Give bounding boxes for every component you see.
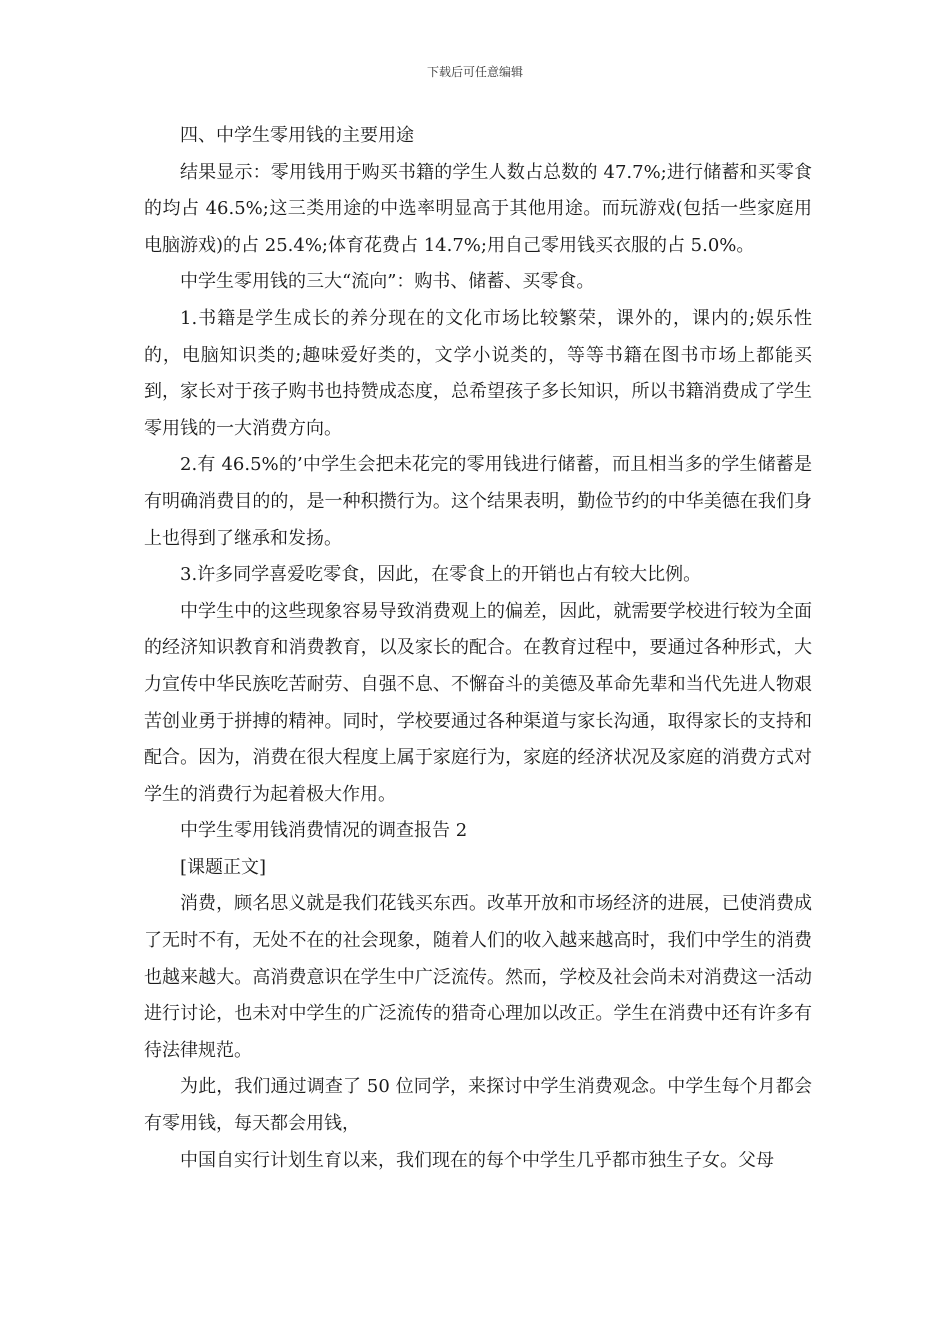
list-item: 2.有 46.5%的’中学生会把未花完的零用钱进行储蓄，而且相当多的学生储蓄是有明确消费目的的，是一种积攒行为。这个结果表明，勤俭节约的中华美德在我们身上也得到了继承和发扬。 bbox=[144, 454, 812, 549]
paragraph: 中学生中的这些现象容易导致消费观上的偏差，因此，就需要学校进行较为全面的经济知识教育和消费教育，以及家长的配合。在教育过程中，要通过各种形式，大力宣传中华民族吃苦耐劳、自强不息、不懈奋斗的美德及革命先辈和当代先进人物艰苦创业勇于拼搏的精神。同时，学校要通过各种渠道与家长沟通，取得家长的支持和配合。因为，消费在很大程度上属于家庭行为，家庭的经济状况及家庭的消费方式对学生的消费行为起着极大作用。 bbox=[144, 600, 812, 805]
section-heading: 四、中学生零用钱的主要用途 bbox=[180, 125, 414, 146]
paragraph: 中学生零用钱的三大“流向”：购书、储蓄、买零食。 bbox=[180, 271, 595, 293]
paragraph: 中国自实行计划生育以来，我们现在的每个中学生几乎都市独生子女。父母 bbox=[180, 1149, 774, 1171]
document-body bbox=[144, 118, 812, 1179]
report-title: 中学生零用钱消费情况的调查报告 2 bbox=[180, 820, 468, 842]
list-item: 1.书籍是学生成长的养分现在的文化市场比较繁荣，课外的，课内的;娱乐性的，电脑知识类的;趣味爱好类的，文学小说类的，等等书籍在图书市场上都能买到，家长对于孩子购书也持赞成态度，总希望孩子多长知识，所以书籍消费成了学生零用钱的一大消费方向。 bbox=[144, 307, 812, 439]
section-label: [课题正文] bbox=[180, 856, 267, 878]
page-header: 下载后可任意编辑 bbox=[426, 65, 523, 79]
list-item: 3.许多同学喜爱吃零食，因此，在零食上的开销也占有较大比例。 bbox=[180, 564, 702, 586]
paragraph: 结果显示：零用钱用于购买书籍的学生人数占总数的 47.7%;进行储蓄和买零食的均占 46.5%;这三类用途的中选率明显高于其他用途。而玩游戏(包括一些家庭用电脑游戏)的占 25.4%;体育花费占 14.7%;用自己零用钱买衣服的占 5.0%。 bbox=[144, 161, 812, 256]
paragraph: 为此，我们通过调查了 50 位同学，来探讨中学生消费观念。中学生每个月都会有零用钱，每天都会用钱， bbox=[144, 1076, 812, 1135]
paragraph: 消费，顾名思义就是我们花钱买东西。改革开放和市场经济的进展，已使消费成了无时不有，无处不在的社会现象，随着人们的收入越来越高时，我们中学生的消费也越来越大。高消费意识在学生中广泛流传。然而，学校及社会尚未对消费这一活动进行讨论，也未对中学生的广泛流传的猎奇心理加以改正。学生在消费中还有许多有待法律规范。 bbox=[144, 893, 812, 1061]
